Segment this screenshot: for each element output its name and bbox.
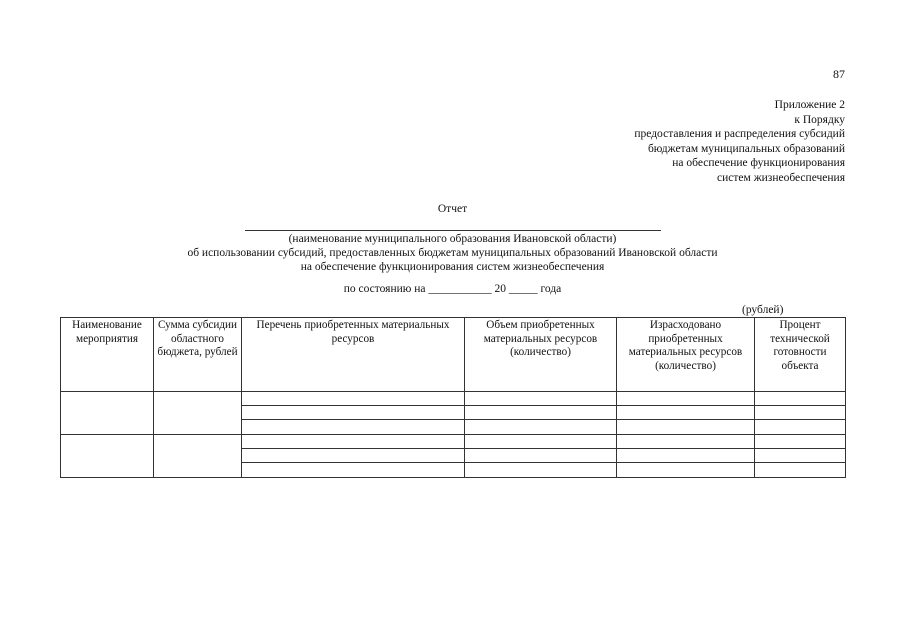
cell-resources-volume — [465, 435, 617, 449]
report-title: Отчет — [437, 203, 468, 215]
cell-resources-volume — [465, 420, 617, 435]
col-header-activity: Наименование мероприятия — [61, 318, 154, 392]
cell-readiness-percent — [755, 392, 846, 406]
col-header-readiness-percent: Процент технической готовности объекта — [755, 318, 846, 392]
cell-resources-list — [242, 420, 465, 435]
cell-resources-used — [617, 392, 755, 406]
cell-resources-volume — [465, 392, 617, 406]
municipality-caption: (наименование муниципального образования Ивановской области) — [288, 233, 617, 245]
appendix-line: на обеспечение функционирования — [672, 157, 845, 170]
cell-readiness-percent — [755, 463, 846, 478]
cell-resources-list — [242, 463, 465, 478]
cell-resources-volume — [465, 463, 617, 478]
col-header-resources-volume: Объем приобретенных материальных ресурсов (количество) — [465, 318, 617, 392]
cell-resources-used — [617, 435, 755, 449]
currency-units: (рублей) — [742, 304, 784, 316]
report-heading — [0, 202, 905, 296]
report-date-line: по состоянию на ___________ 20 _____ года — [343, 283, 562, 295]
cell-subsidy-amount — [154, 435, 242, 478]
cell-resources-used — [617, 463, 755, 478]
cell-resources-list — [242, 406, 465, 420]
cell-readiness-percent — [755, 435, 846, 449]
cell-resources-list — [242, 435, 465, 449]
appendix-reference — [545, 98, 845, 186]
appendix-line: предоставления и распределения субсидий — [634, 128, 845, 141]
cell-resources-used — [617, 420, 755, 435]
municipality-fill-line — [245, 218, 661, 231]
cell-resources-used — [617, 449, 755, 463]
cell-subsidy-amount — [154, 392, 242, 435]
col-header-resources-used: Израсходовано приобретенных материальных ресурсов (количество) — [617, 318, 755, 392]
table-row — [61, 435, 846, 449]
report-subtitle-line2: на обеспечение функционирования систем жизнеобеспечения — [300, 261, 605, 273]
cell-resources-volume — [465, 406, 617, 420]
cell-readiness-percent — [755, 406, 846, 420]
report-table — [60, 317, 846, 478]
cell-activity — [61, 435, 154, 478]
appendix-line: систем жизнеобеспечения — [717, 171, 845, 184]
appendix-line: к Порядку — [794, 113, 845, 126]
col-header-resources-list: Перечень приобретенных материальных ресурсов — [242, 318, 465, 392]
table-header-row — [61, 318, 846, 392]
cell-activity — [61, 392, 154, 435]
col-header-subsidy-amount: Сумма субсидии областного бюджета, рублей — [154, 318, 242, 392]
cell-resources-list — [242, 449, 465, 463]
table-row — [61, 392, 846, 406]
cell-resources-used — [617, 406, 755, 420]
appendix-line: бюджетам муниципальных образований — [647, 142, 845, 155]
page-number: 87 — [833, 67, 845, 81]
cell-readiness-percent — [755, 420, 846, 435]
report-subtitle-line1: об использовании субсидий, предоставленных бюджетам муниципальных образований Ивановской области — [187, 247, 718, 259]
cell-readiness-percent — [755, 449, 846, 463]
cell-resources-list — [242, 392, 465, 406]
cell-resources-volume — [465, 449, 617, 463]
appendix-line: Приложение 2 — [774, 99, 845, 111]
